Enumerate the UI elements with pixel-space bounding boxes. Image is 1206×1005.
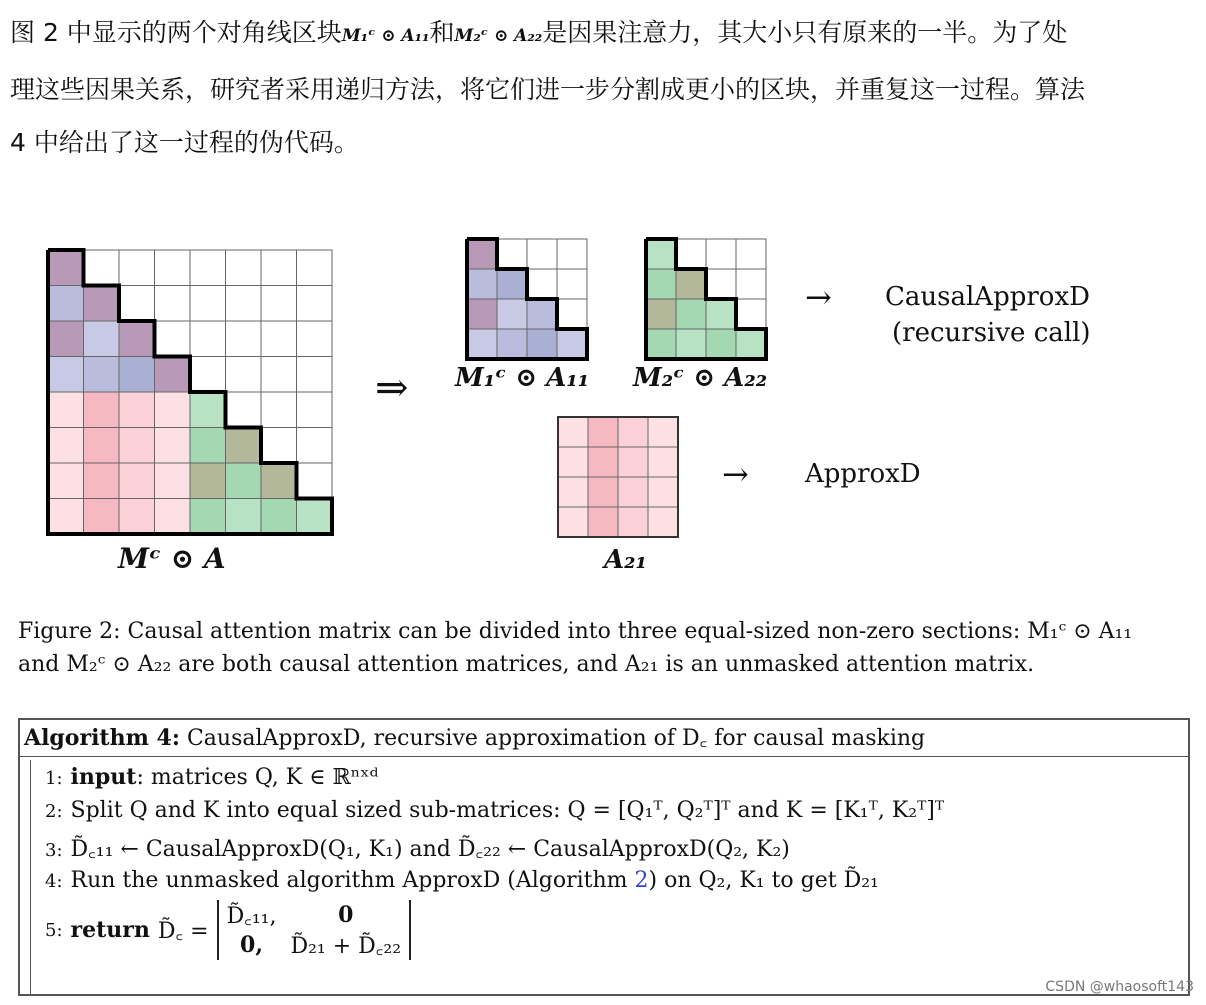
algo-line-4: 4: Run the unmasked algorithm ApproxD (Algorithm 2) on Q₂, K₁ to get D̃₂₁ [45, 868, 879, 893]
big-matrix-cell [119, 357, 155, 393]
big-matrix-cell [226, 321, 262, 357]
big-matrix-cell [297, 428, 333, 464]
big-matrix-cell [226, 286, 262, 322]
a21-matrix-cell [648, 477, 678, 507]
m1-matrix-cell [497, 269, 527, 299]
big-matrix-cell [84, 286, 120, 322]
big-matrix-cell [297, 286, 333, 322]
a21-matrix-cell [648, 447, 678, 477]
big-matrix-cell [261, 286, 297, 322]
intro-paragraph [10, 6, 1196, 169]
big-matrix-cell [226, 428, 262, 464]
big-matrix-cell [261, 463, 297, 499]
m1-matrix-cell [527, 329, 557, 359]
big-matrix-cell [119, 321, 155, 357]
recursive-call-label: (recursive call) [892, 318, 1091, 348]
algorithm-2-link[interactable]: 2 [634, 868, 649, 893]
big-matrix-cell [190, 250, 226, 286]
big-matrix-cell [48, 286, 84, 322]
a21-matrix-cell [558, 477, 588, 507]
a21-matrix-cell [648, 507, 678, 537]
big-matrix-cell [48, 357, 84, 393]
caption-line-1: Figure 2: Causal attention matrix can be divided into three equal-sized non-zero sections: M₁ᶜ ⊙ A₁₁ [18, 619, 1133, 644]
big-matrix-cell [190, 499, 226, 535]
figure-caption [18, 615, 1193, 681]
big-matrix-cell [155, 499, 191, 535]
big-matrix-cell [226, 463, 262, 499]
big-matrix-cell [261, 250, 297, 286]
big-matrix-cell [84, 357, 120, 393]
big-matrix-cell [84, 499, 120, 535]
arrow-to-approx: → [722, 455, 749, 493]
matrix-cell-12: 0 [338, 902, 354, 928]
intro-math-m2: M₂ᶜ ⊙ A₂₂ [454, 26, 543, 46]
big-matrix-cell [226, 499, 262, 535]
intro-line-2: 理这些因果关系，研究者采用递归方法，将它们进一步分割成更小的区块，并重复这一过程。算法 [10, 75, 1086, 104]
big-matrix-cell [119, 499, 155, 535]
m1-matrix-cell [467, 239, 497, 269]
arrow-to-causal: → [805, 278, 832, 316]
big-matrix-cell [48, 499, 84, 535]
big-matrix-cell [119, 392, 155, 428]
a21-matrix-cell [558, 447, 588, 477]
m1-matrix-cell [467, 269, 497, 299]
algo-line-5: 5: return D̃꜀ = D̃꜀₁₁, 0 0, D̃₂₁ + D̃꜀₂₂ [45, 900, 411, 960]
intro-line-1: 图 2 中显示的两个对角线区块M₁ᶜ ⊙ A₁₁和M₂ᶜ ⊙ A₂₂是因果注意力，其大小只有原来的一半。为了处 [10, 18, 1068, 47]
big-matrix-cell [155, 392, 191, 428]
m2-matrix-cell [736, 329, 766, 359]
m1-matrix-cell [527, 299, 557, 329]
watermark: CSDN @whaosoft143 [1045, 979, 1194, 995]
big-matrix-cell [261, 392, 297, 428]
m2-matrix-cell [646, 239, 676, 269]
m2-matrix-cell [706, 329, 736, 359]
big-matrix-cell [190, 392, 226, 428]
matrix-cell-11: D̃꜀₁₁, [226, 904, 277, 929]
m1-matrix-cell [527, 269, 557, 299]
big-matrix-cell [226, 250, 262, 286]
big-matrix-cell [190, 321, 226, 357]
big-matrix-cell [119, 250, 155, 286]
big-matrix-cell [226, 357, 262, 393]
big-matrix-cell [261, 357, 297, 393]
a21-matrix-cell [618, 477, 648, 507]
big-matrix-cell [119, 463, 155, 499]
m2-matrix-cell [736, 299, 766, 329]
m2-matrix-cell [676, 239, 706, 269]
big-matrix-cell [84, 392, 120, 428]
algo-line-1: 1: input: matrices Q, K ∈ ℝⁿˣᵈ [45, 764, 379, 790]
return-matrix [217, 900, 411, 960]
big-matrix-cell [48, 321, 84, 357]
m2-matrix-cell [736, 269, 766, 299]
m1-matrix-cell [497, 239, 527, 269]
big-matrix-cell [155, 321, 191, 357]
m1-matrix-cell [497, 299, 527, 329]
intro-math-m1: M₁ᶜ ⊙ A₁₁ [341, 26, 430, 46]
big-matrix-cell [48, 250, 84, 286]
m1-matrix-cell [557, 329, 587, 359]
m1-matrix-cell [497, 329, 527, 359]
big-matrix-cell [226, 392, 262, 428]
big-matrix-cell [297, 321, 333, 357]
m2-matrix-cell [676, 269, 706, 299]
big-matrix-cell [84, 463, 120, 499]
big-matrix-cell [297, 392, 333, 428]
big-matrix-cell [155, 463, 191, 499]
big-matrix-cell [261, 321, 297, 357]
big-matrix-cell [297, 463, 333, 499]
algorithm-box [18, 718, 1190, 996]
big-matrix-cell [297, 357, 333, 393]
m2-causal-matrix [646, 239, 766, 359]
matrix-cell-21: 0, [240, 932, 263, 958]
intro-line-3: 4 中给出了这一过程的伪代码。 [10, 128, 359, 157]
causal-call-label: CausalApproxD [885, 282, 1090, 312]
a21-matrix-cell [618, 507, 648, 537]
big-matrix-cell [190, 286, 226, 322]
approx-call-label: ApproxD [805, 459, 921, 489]
m1-matrix-cell [467, 329, 497, 359]
big-matrix-cell [190, 357, 226, 393]
m2-matrix-cell [706, 239, 736, 269]
big-matrix-cell [261, 499, 297, 535]
a21-matrix-cell [558, 507, 588, 537]
a21-matrix-cell [618, 447, 648, 477]
m2-matrix-cell [646, 299, 676, 329]
big-matrix-cell [84, 250, 120, 286]
m2-matrix-cell [676, 329, 706, 359]
m2-matrix-label: M₂ᶜ ⊙ A₂₂ [633, 363, 768, 393]
caption-line-2: and M₂ᶜ ⊙ A₂₂ are both causal attention matrices, and A₂₁ is an unmasked attention matrix. [18, 652, 1035, 677]
m1-matrix-cell [557, 269, 587, 299]
m1-matrix-cell [557, 239, 587, 269]
a21-matrix-cell [588, 417, 618, 447]
implies-arrow: ⇒ [375, 365, 409, 411]
m2-matrix-cell [646, 269, 676, 299]
big-matrix-cell [48, 463, 84, 499]
a21-matrix-label: A₂₁ [604, 545, 647, 575]
big-matrix-cell [155, 250, 191, 286]
big-matrix-cell [297, 250, 333, 286]
big-matrix-cell [190, 428, 226, 464]
big-matrix-cell [155, 428, 191, 464]
a21-matrix-cell [588, 507, 618, 537]
big-matrix-cell [155, 286, 191, 322]
algo-line-2: 2: Split Q and K into equal sized sub-matrices: Q = [Q₁ᵀ, Q₂ᵀ]ᵀ and K = [K₁ᵀ, K₂ᵀ]ᵀ [45, 798, 945, 823]
a21-matrix-cell [618, 417, 648, 447]
m1-causal-matrix [467, 239, 587, 359]
m1-matrix-cell [467, 299, 497, 329]
big-matrix-cell [155, 357, 191, 393]
big-causal-matrix [48, 250, 332, 534]
m2-matrix-cell [646, 329, 676, 359]
algorithm-header: Algorithm 4: CausalApproxD, recursive approximation of D꜀ for causal masking [20, 720, 1188, 757]
a21-matrix-cell [588, 447, 618, 477]
m2-matrix-cell [706, 299, 736, 329]
m2-matrix-cell [706, 269, 736, 299]
a21-matrix-cell [588, 477, 618, 507]
big-matrix-cell [48, 428, 84, 464]
m2-matrix-cell [736, 239, 766, 269]
big-matrix-cell [297, 499, 333, 535]
big-matrix-cell [119, 428, 155, 464]
figure-2 [0, 200, 1206, 620]
big-matrix-cell [84, 321, 120, 357]
big-matrix-cell [48, 392, 84, 428]
algo-line-3: 3: D̃꜀₁₁ ← CausalApproxD(Q₁, K₁) and D̃꜀₂₂ ← CausalApproxD(Q₂, K₂) [45, 837, 790, 862]
big-matrix-cell [119, 286, 155, 322]
matrix-cell-22: D̃₂₁ + D̃꜀₂₂ [290, 934, 402, 959]
m2-matrix-cell [676, 299, 706, 329]
a21-matrix-cell [558, 417, 588, 447]
a21-unmasked-matrix [558, 417, 678, 537]
m1-matrix-cell [527, 239, 557, 269]
big-matrix-cell [261, 428, 297, 464]
return-matrix-table [227, 900, 401, 960]
big-matrix-label: Mᶜ ⊙ A [118, 542, 226, 575]
m1-matrix-cell [557, 299, 587, 329]
a21-matrix-cell [648, 417, 678, 447]
algorithm-body [30, 760, 1180, 994]
big-matrix-cell [190, 463, 226, 499]
big-matrix-cell [84, 428, 120, 464]
m1-matrix-label: M₁ᶜ ⊙ A₁₁ [455, 363, 590, 393]
